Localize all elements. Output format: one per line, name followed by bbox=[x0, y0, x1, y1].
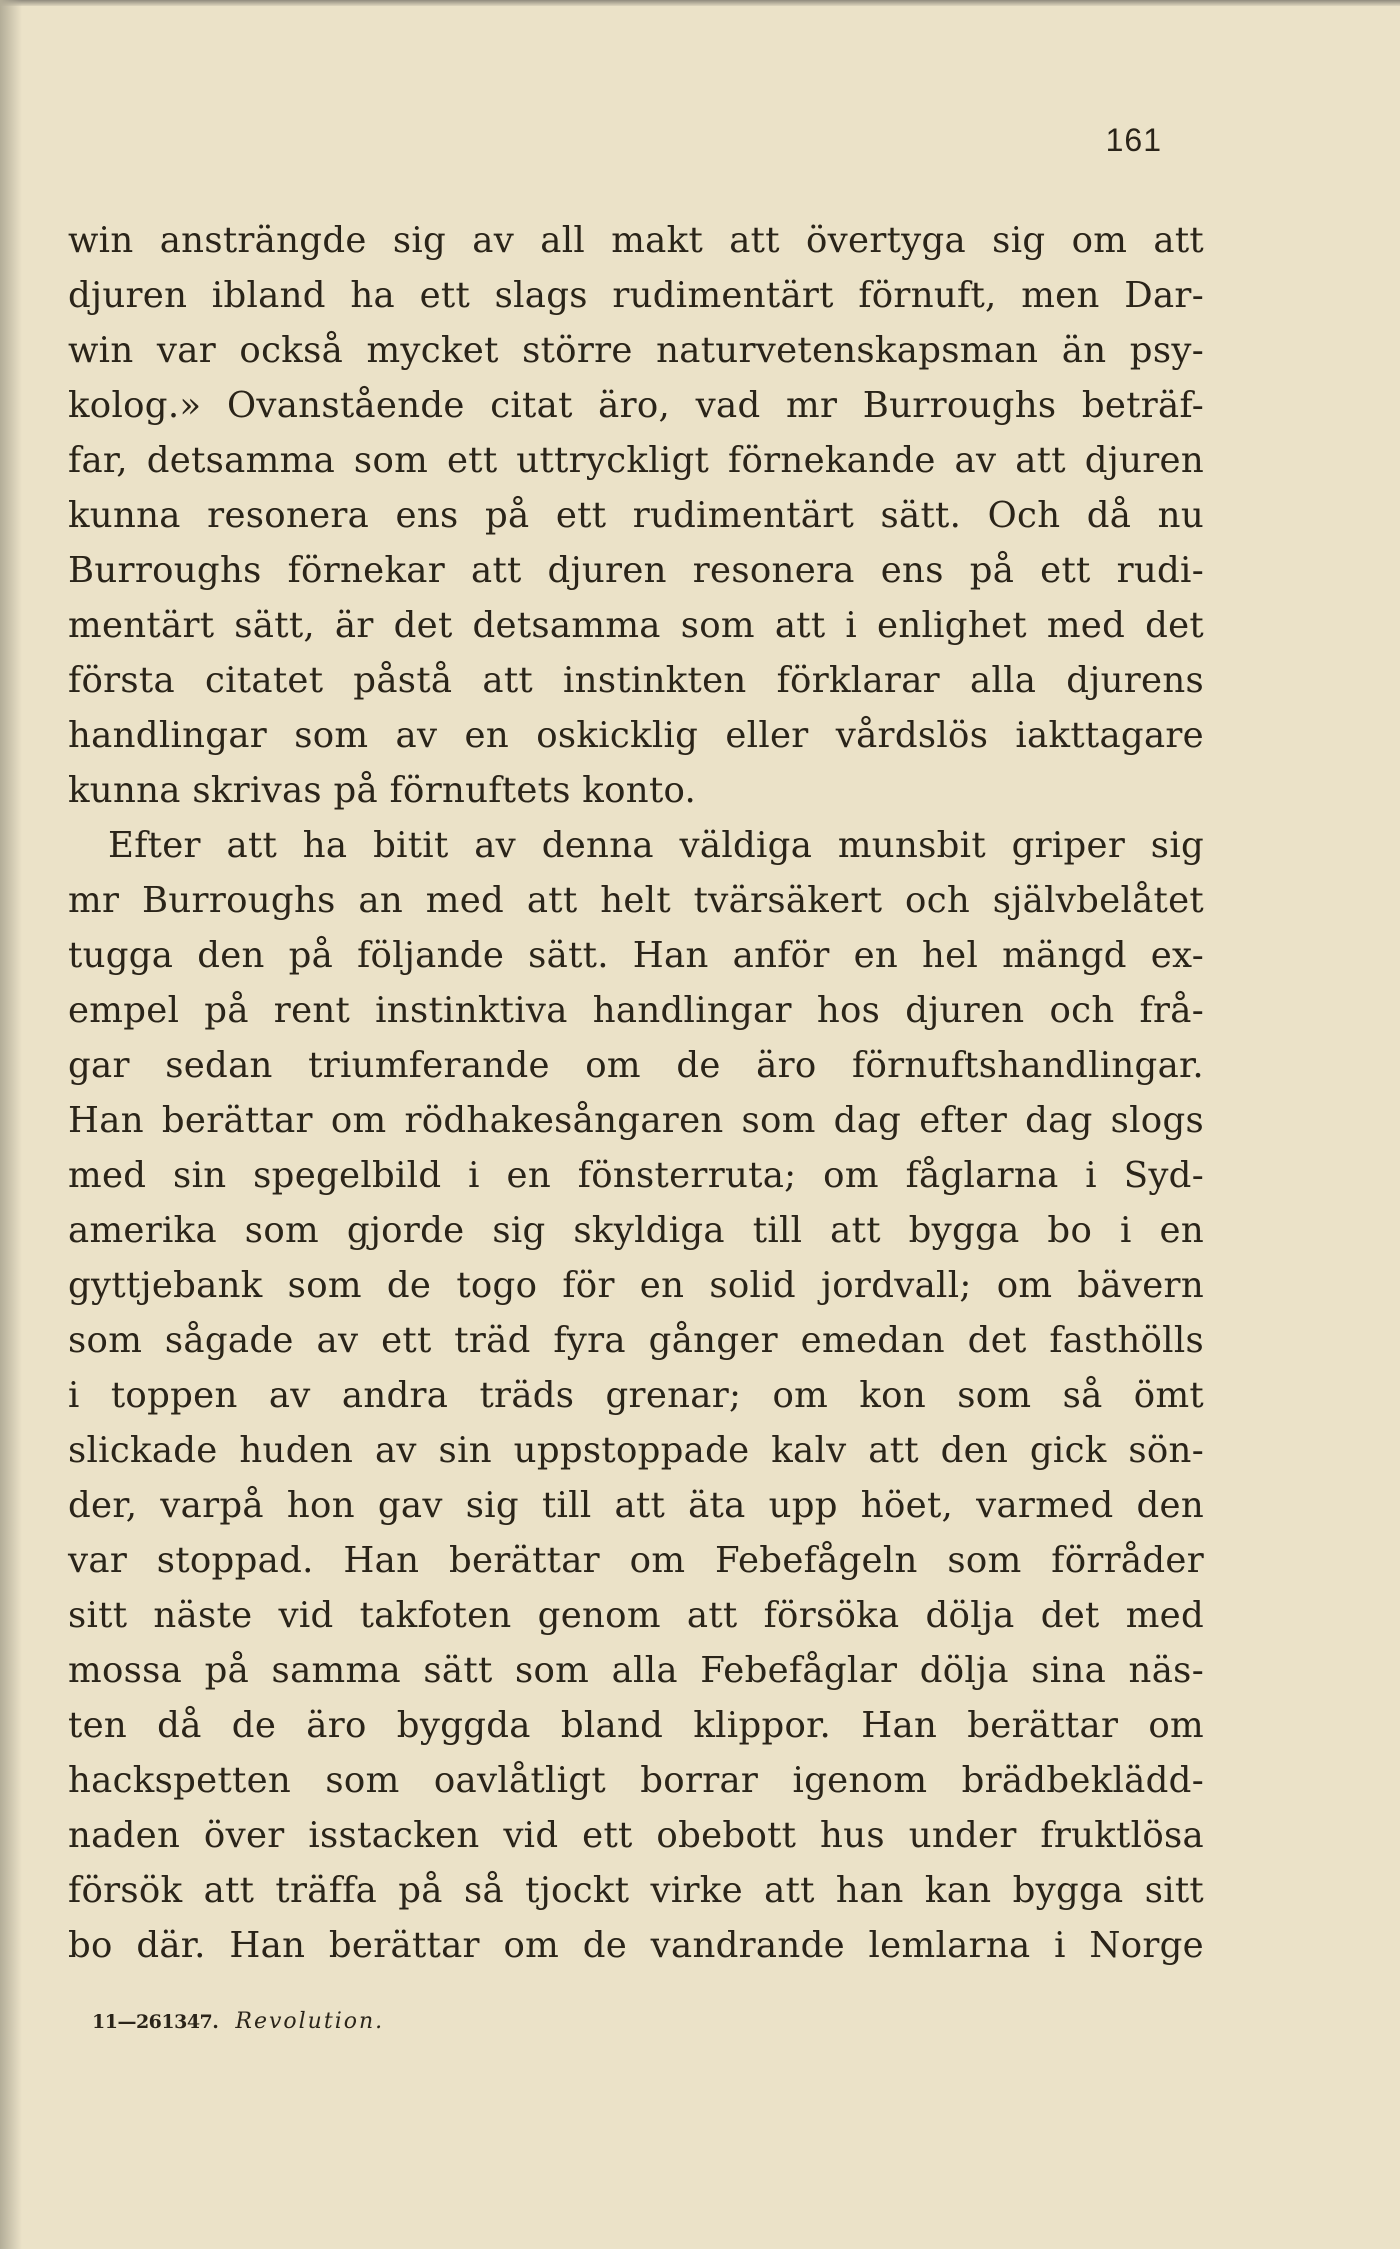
text-line: djuren ibland ha ett slags rudimentärt förnuft, men Dar- bbox=[68, 275, 1204, 316]
text-line: försök att träffa på så tjockt virke att han kan bygga sitt bbox=[68, 1870, 1204, 1911]
text-line: win var också mycket större naturvetenskapsman än psy- bbox=[68, 330, 1204, 371]
text-line: Burroughs förnekar att djuren resonera ens på ett rudi- bbox=[68, 550, 1204, 591]
text-line: var stoppad. Han berättar om Febefågeln som förråder bbox=[68, 1540, 1204, 1581]
text-line: naden över isstacken vid ett obebott hus under fruktlösa bbox=[68, 1815, 1204, 1856]
text-line: bo där. Han berättar om de vandrande lemlarna i Norge bbox=[68, 1925, 1204, 1966]
text-line: handlingar som av en oskicklig eller vårdslös iakttagare bbox=[68, 715, 1204, 756]
page-footer-in-bounds bbox=[92, 2008, 384, 2036]
scan-edge-left bbox=[0, 0, 22, 2249]
text-line: med sin spegelbild i en fönsterruta; om fåglarna i Syd- bbox=[68, 1155, 1204, 1196]
text-line: Han berättar om rödhakesångaren som dag efter dag slogs bbox=[68, 1100, 1204, 1141]
text-line: Efter att ha bitit av denna väldiga munsbit griper sig bbox=[108, 825, 1204, 866]
text-line: win ansträngde sig av all makt att övertyga sig om att bbox=[68, 220, 1204, 261]
text-line: sitt näste vid takfoten genom att försöka dölja det med bbox=[68, 1595, 1204, 1636]
text-line: far, detsamma som ett uttryckligt förnekande av att djuren bbox=[68, 440, 1204, 481]
scan-edge-top bbox=[0, 0, 1400, 6]
text-line: kunna skrivas på förnuftets konto. bbox=[68, 770, 697, 811]
text-line: i toppen av andra träds grenar; om kon som så ömt bbox=[68, 1375, 1204, 1416]
text-line: kunna resonera ens på ett rudimentärt sätt. Och då nu bbox=[68, 495, 1204, 536]
text-line: amerika som gjorde sig skyldiga till att bygga bo i en bbox=[68, 1210, 1204, 1251]
short-title: Revolution. bbox=[235, 2009, 385, 2034]
text-line: gyttjebank som de togo för en solid jordvall; om bävern bbox=[68, 1265, 1204, 1306]
text-line: ten då de äro byggda bland klippor. Han berättar om bbox=[68, 1705, 1204, 1746]
text-line: mr Burroughs an med att helt tvärsäkert och självbelåtet bbox=[68, 880, 1204, 921]
text-line: mentärt sätt, är det detsamma som att i enlighet med det bbox=[68, 605, 1204, 646]
text-line: första citatet påstå att instinkten förklarar alla djurens bbox=[68, 660, 1204, 701]
page-number: 161 bbox=[1105, 122, 1162, 158]
text-line: mossa på samma sätt som alla Febefåglar dölja sina näs- bbox=[68, 1650, 1204, 1691]
text-line: slickade huden av sin uppstoppade kalv att den gick sön- bbox=[68, 1430, 1204, 1471]
text-line: der, varpå hon gav sig till att äta upp höet, varmed den bbox=[68, 1485, 1204, 1526]
text-line: empel på rent instinktiva handlingar hos djuren och frå- bbox=[68, 990, 1204, 1031]
text-line: gar sedan triumferande om de äro förnuftshandlingar. bbox=[68, 1045, 1204, 1086]
text-line: kolog.» Ovanstående citat äro, vad mr Burroughs beträf- bbox=[68, 385, 1204, 426]
text-line: hackspetten som oavlåtligt borrar igenom brädbeklädd- bbox=[68, 1760, 1204, 1801]
text-line: tugga den på följande sätt. Han anför en hel mängd ex- bbox=[68, 935, 1204, 976]
sheet-number: 11—261347. bbox=[92, 2011, 219, 2033]
body-text bbox=[68, 213, 1204, 1973]
text-line: som sågade av ett träd fyra gånger emedan det fasthölls bbox=[68, 1320, 1204, 1361]
